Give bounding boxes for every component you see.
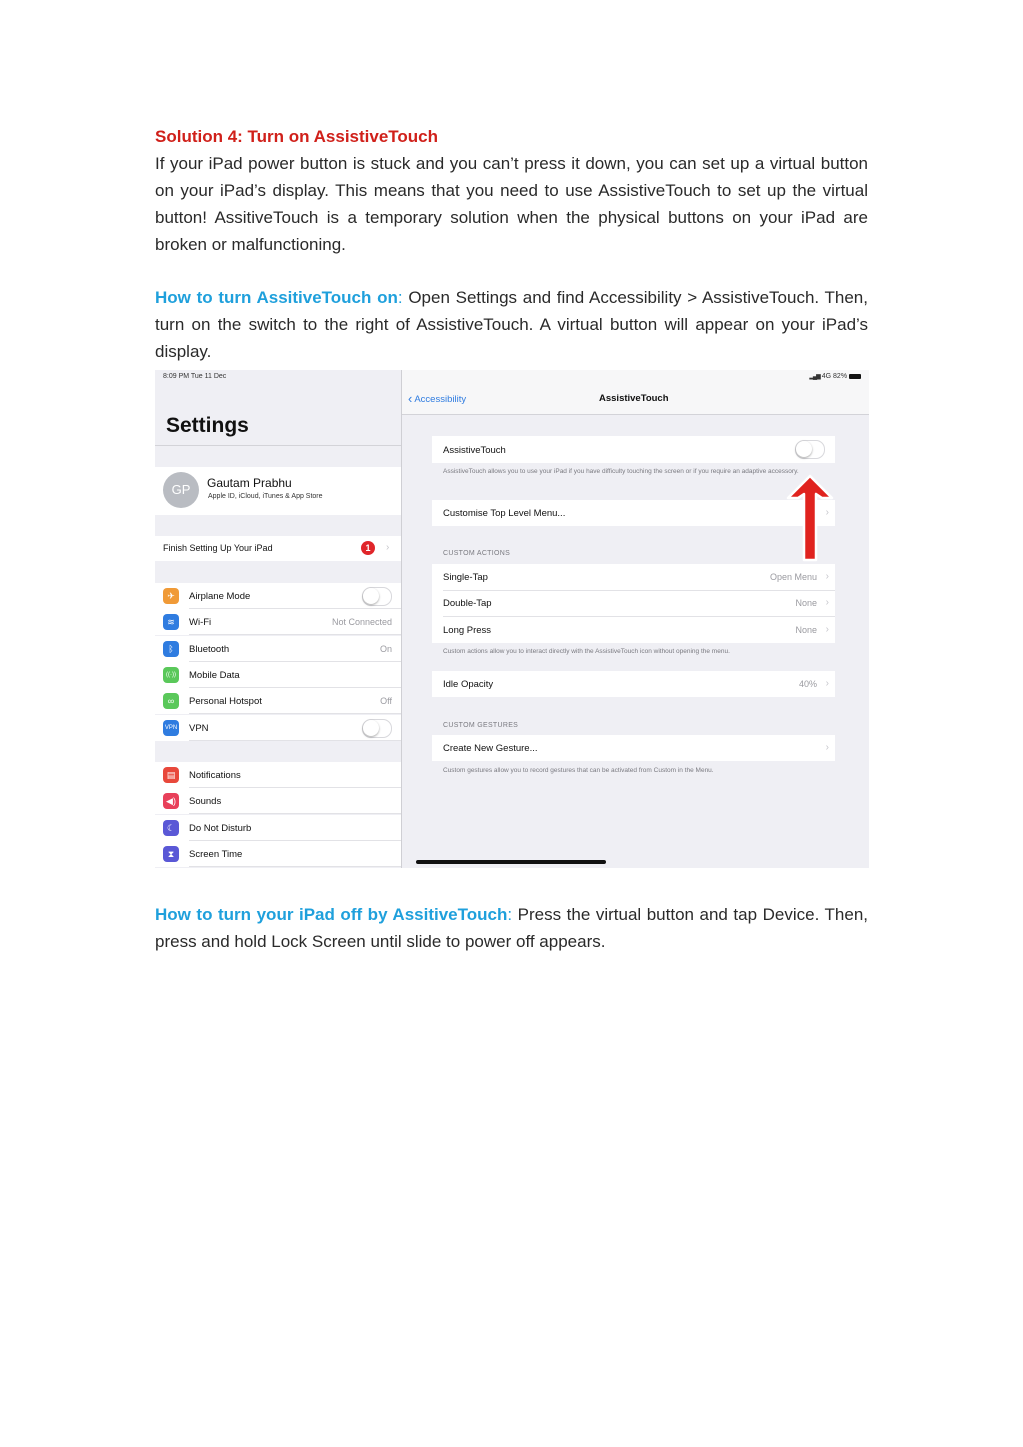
action-label[interactable]: Single-Tap (443, 572, 488, 583)
settings-row-sounds[interactable] (155, 788, 401, 814)
settings-row-label: Mobile Data (189, 669, 240, 681)
hourglass-icon: ⧗ (163, 846, 179, 862)
assistivetouch-pane (402, 370, 869, 868)
avatar: GP (163, 472, 199, 508)
chevron-left-icon: ‹ (408, 391, 413, 406)
action-value: None (795, 598, 817, 609)
row-separator (443, 616, 835, 617)
row-separator (443, 590, 835, 591)
customise-menu-row[interactable] (432, 500, 835, 526)
create-gesture-row[interactable] (432, 735, 835, 761)
arrow-up-icon (788, 476, 832, 560)
turn-on-paragraph (155, 284, 868, 365)
chevron-right-icon: › (825, 623, 829, 635)
settings-row-label: Screen Time (189, 848, 243, 860)
airplane-icon: ✈ (163, 588, 179, 604)
idle-opacity-value: 40% (798, 679, 817, 689)
idle-opacity-label: Idle Opacity (443, 679, 494, 690)
chevron-right-icon: › (825, 678, 829, 689)
row-separator (189, 740, 401, 741)
actions-footnote: Custom actions allow you to interact directly with the AssistiveTouch icon without opening the menu. (443, 648, 730, 655)
settings-row-label: Sounds (189, 796, 222, 808)
airplane-mode-toggle[interactable] (362, 587, 392, 606)
assistivetouch-toggle[interactable] (795, 440, 825, 459)
back-button[interactable] (408, 391, 466, 406)
settings-row-label: Do Not Disturb (189, 822, 252, 834)
create-gesture-label: Create New Gesture... (443, 743, 538, 754)
profile-row[interactable] (155, 467, 401, 515)
turn-on-body: Open Settings and find Accessibility > AssistiveTouch. Then, turn on the switch to the right of AssistiveTouch. A virtual button will appear on your iPad’s display. (155, 288, 868, 361)
settings-row-bluetooth[interactable] (155, 636, 401, 662)
custom-gestures-header: CUSTOM GESTURES (443, 722, 519, 729)
settings-row-label: VPN (189, 722, 209, 734)
turn-on-heading: How to turn AssitiveTouch on (155, 288, 398, 307)
wifi-icon: ≋ (163, 614, 179, 630)
status-right-text: 4G 82% (821, 373, 848, 380)
chevron-right-icon: › (825, 742, 829, 753)
divider (155, 445, 401, 446)
vpn-toggle[interactable] (362, 719, 392, 738)
status-time: 8:09 PM Tue 11 Dec (163, 373, 227, 380)
solution4-body: If your iPad power button is stuck and you can’t press it down, you can set up a virtual button on your iPad’s display. This means that you need to use AssistiveTouch to set up the virtual button! AssitiveTouch is a temporary solution when the physical buttons on your iPad are broken or malfunctioning. (155, 154, 868, 254)
settings-row-wi-fi[interactable] (155, 609, 401, 635)
battery-icon (849, 374, 861, 379)
settings-row-value: Not Connected (331, 617, 392, 628)
turn-off-body: Press the virtual button and tap Device. Then, press and hold Lock Screen until slide to power off appears. (155, 905, 868, 951)
moon-icon: ☾ (163, 820, 179, 836)
back-label: Accessibility (414, 394, 467, 405)
signal-icon: ▂▄▆ (809, 374, 820, 380)
settings-row-value: Off (380, 696, 392, 707)
speaker-icon: ◀) (163, 793, 179, 809)
profile-name: Gautam Prabhu (207, 476, 292, 490)
action-label[interactable]: Double-Tap (443, 598, 492, 610)
turn-on-colon: : (397, 288, 403, 307)
assistivetouch-label: AssistiveTouch (443, 445, 506, 456)
settings-row-notifications[interactable] (155, 762, 401, 788)
notification-badge: 1 (361, 541, 375, 555)
action-value: None (795, 624, 817, 635)
finish-setup-row[interactable] (155, 536, 401, 561)
hotspot-icon: ∞ (163, 693, 179, 709)
settings-sidebar (155, 370, 402, 868)
settings-row-personal-hotspot[interactable] (155, 688, 401, 714)
settings-row-label: Personal Hotspot (189, 696, 262, 708)
settings-row-mobile-data[interactable] (155, 662, 401, 688)
solution4-heading: Solution 4: Turn on AssistiveTouch (155, 127, 439, 146)
status-right (809, 373, 861, 380)
idle-opacity-row[interactable] (432, 671, 835, 697)
ipad-screenshot (155, 370, 869, 868)
chevron-right-icon: › (386, 542, 390, 553)
assistivetouch-footnote: AssistiveTouch allows you to use your iPad if you have difficulty touching the screen or if you require an adaptive accessory. (443, 468, 799, 475)
settings-row-value: On (379, 643, 392, 654)
settings-row-screen-time[interactable] (155, 841, 401, 867)
chevron-right-icon: › (825, 597, 829, 609)
turn-off-heading: How to turn your iPad off by AssitiveTouch (155, 905, 508, 924)
notifications-icon: ▤ (163, 767, 179, 783)
settings-row-label: Notifications (189, 770, 241, 781)
settings-row-label: Airplane Mode (189, 591, 251, 602)
custom-actions-group (432, 564, 835, 643)
bluetooth-icon: ᛒ (163, 641, 179, 657)
action-label[interactable]: Long Press (443, 624, 492, 636)
turn-off-paragraph (155, 901, 868, 955)
customise-menu-label: Customise Top Level Menu... (443, 508, 566, 519)
custom-actions-header: CUSTOM ACTIONS (443, 550, 511, 557)
solution4-section (155, 123, 868, 258)
row-separator (189, 866, 401, 867)
profile-subtitle: Apple ID, iCloud, iTunes & App Store (208, 493, 323, 500)
settings-row-label: Bluetooth (189, 643, 230, 655)
chevron-right-icon: › (825, 507, 829, 518)
antenna-icon: ((·)) (163, 667, 179, 683)
settings-title: Settings (166, 414, 249, 437)
vpn-icon: VPN (163, 720, 179, 736)
red-arrow-annotation (784, 468, 836, 564)
settings-row-label: Wi-Fi (189, 617, 212, 629)
chevron-right-icon: › (825, 571, 829, 582)
nav-title: AssistiveTouch (599, 393, 669, 404)
assistivetouch-row (432, 436, 835, 463)
settings-row-airplane-mode[interactable] (155, 583, 401, 609)
home-indicator (416, 860, 606, 864)
turn-off-colon: : (507, 905, 513, 924)
finish-setup-label: Finish Setting Up Your iPad (163, 543, 273, 553)
gestures-footnote: Custom gestures allow you to record gestures that can be activated from Custom in the Menu. (443, 767, 714, 774)
settings-row-vpn[interactable] (155, 715, 401, 741)
settings-row-do-not-disturb[interactable] (155, 815, 401, 841)
nav-bar (402, 370, 869, 415)
action-value: Open Menu (769, 572, 817, 582)
